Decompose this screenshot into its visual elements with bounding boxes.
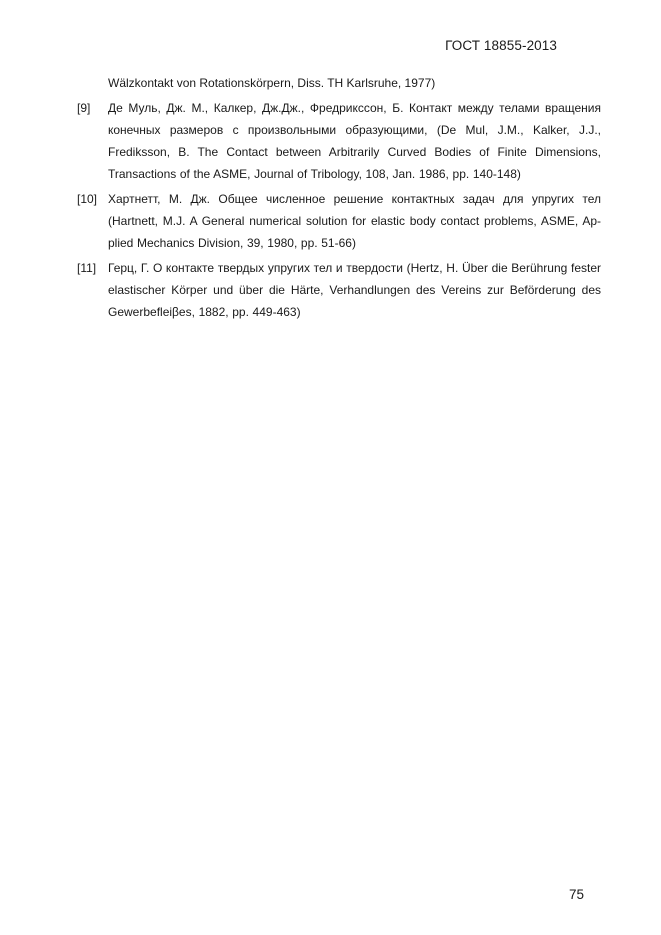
reference-text: Де Муль, Дж. М., Калкер, Дж.Дж., Фредрикссон, Б. Контакт между телами вращения конечных размеров с произвольными образующими, (De Mul, J.M., Kalker, J.J., Frediksson, B. The Contact between Arbitrarily Curved Bodies of Finite Dimensions, Transactions of the ASME, Journal of Tribology, 108, Jan. 1986, pp. 140-148) — [108, 101, 601, 181]
reference-text: Герц, Г. О контакте твердых упругих тел и твердости (Hertz, H. Über die Berührung fester elastischer Körper und über die Härte, Verhandlungen des Vereins zur Beförderung des Gewerbefleiβes, 1882, pp. 449-463) — [108, 261, 601, 319]
reference-item-9 — [77, 97, 601, 185]
reference-text: Хартнетт, М. Дж. Общее численное решение контактных задач для упругих тел (Hartnett, M.J. A General numerical solution for elastic body contact problems, ASME, Applied Mechanics Division, 39, 1980, pp. 51-66) — [108, 192, 601, 250]
reference-number: [9] — [77, 101, 91, 115]
reference-number: [10] — [77, 192, 98, 206]
document-code-header: ГОСТ 18855-2013 — [445, 38, 557, 53]
reference-item-10 — [77, 188, 601, 254]
bibliography-list — [77, 72, 601, 323]
reference-number: [11] — [77, 261, 97, 275]
reference-continuation: Wälzkontakt von Rotationskörpern, Diss. TH Karlsruhe, 1977) — [108, 76, 436, 90]
page-number: 75 — [568, 887, 584, 902]
reference-item-11 — [77, 257, 601, 323]
